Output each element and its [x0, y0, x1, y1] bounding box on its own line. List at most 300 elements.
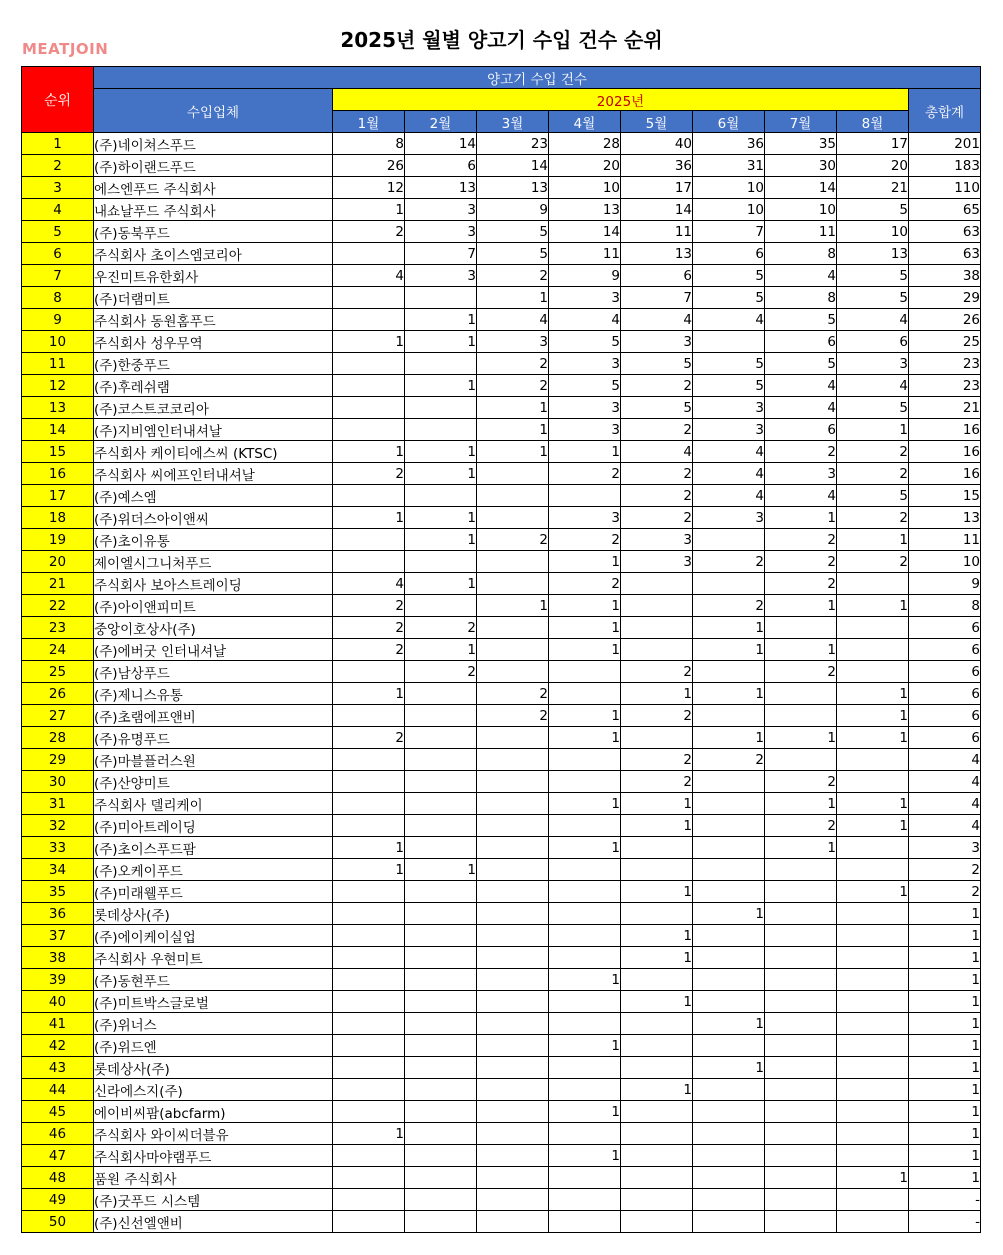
month-cell: 9: [549, 265, 621, 287]
table-row: [22, 727, 981, 749]
month-cell: 1: [765, 639, 837, 661]
month-cell: [477, 793, 549, 815]
rank-cell: 39: [22, 969, 94, 991]
month-cell: [693, 1145, 765, 1167]
month-cell: 1: [333, 1123, 405, 1145]
month-cell: [405, 1013, 477, 1035]
month-cell: 3: [405, 221, 477, 243]
month-cell: 5: [549, 375, 621, 397]
month-cell: [693, 1101, 765, 1123]
month-cell: [549, 859, 621, 881]
rank-cell: 11: [22, 353, 94, 375]
month-cell: [405, 749, 477, 771]
rank-cell: 37: [22, 925, 94, 947]
month-cell: [693, 881, 765, 903]
month-cell: 2: [333, 595, 405, 617]
month-cell: 11: [621, 221, 693, 243]
month-cell: [477, 815, 549, 837]
month-cell: [621, 1211, 693, 1233]
month-cell: 2: [765, 551, 837, 573]
month-cell: 4: [693, 309, 765, 331]
month-cell: 3: [693, 397, 765, 419]
month-cell: 4: [621, 441, 693, 463]
month-cell: [621, 1167, 693, 1189]
month-cell: [837, 1013, 909, 1035]
month-cell: 3: [549, 397, 621, 419]
month-cell: [693, 331, 765, 353]
rank-cell: 48: [22, 1167, 94, 1189]
month-cell: 1: [333, 199, 405, 221]
company-cell: 신라에스지(주): [94, 1079, 333, 1101]
month-cell: 13: [621, 243, 693, 265]
month-cell: 2: [621, 705, 693, 727]
table-row: [22, 793, 981, 815]
rank-cell: 4: [22, 199, 94, 221]
month-cell: [621, 1189, 693, 1211]
month-cell: 4: [549, 309, 621, 331]
company-cell: (주)위드엔: [94, 1035, 333, 1057]
month-cell: [405, 1079, 477, 1101]
month-cell: [405, 1101, 477, 1123]
rank-cell: 17: [22, 485, 94, 507]
month-cell: 11: [765, 221, 837, 243]
month-cell: 4: [765, 397, 837, 419]
month-cell: [333, 287, 405, 309]
table-row: [22, 133, 981, 155]
rank-cell: 20: [22, 551, 94, 573]
table-row: [22, 199, 981, 221]
company-cell: (주)미래웰푸드: [94, 881, 333, 903]
month-cell: [477, 1167, 549, 1189]
month-cell: 1: [549, 1035, 621, 1057]
month-cell: [837, 749, 909, 771]
month-cell: [837, 1145, 909, 1167]
total-cell: 63: [909, 243, 981, 265]
month-cell: 1: [477, 287, 549, 309]
rank-cell: 49: [22, 1189, 94, 1211]
month-cell: [333, 991, 405, 1013]
month-cell: 1: [477, 595, 549, 617]
month-cell: 2: [477, 529, 549, 551]
month-cell: 2: [837, 441, 909, 463]
total-cell: 1: [909, 1013, 981, 1035]
table-row: [22, 309, 981, 331]
month-cell: [549, 1057, 621, 1079]
month-cell: [333, 1035, 405, 1057]
month-cell: [837, 1057, 909, 1079]
month-cell: [765, 969, 837, 991]
month-cell: 5: [621, 353, 693, 375]
month-cell: [765, 1189, 837, 1211]
table-row: [22, 1123, 981, 1145]
month-cell: 10: [765, 199, 837, 221]
month-cell: 5: [765, 353, 837, 375]
month-cell: [837, 771, 909, 793]
table-row: [22, 969, 981, 991]
month-cell: [333, 1079, 405, 1101]
total-cell: 6: [909, 617, 981, 639]
month-cell: [765, 1035, 837, 1057]
table-row: [22, 573, 981, 595]
month-cell: 17: [837, 133, 909, 155]
month-cell: [477, 837, 549, 859]
rank-header: 순위: [22, 67, 94, 133]
total-cell: 2: [909, 881, 981, 903]
month-cell: [477, 947, 549, 969]
month-cell: [549, 903, 621, 925]
total-cell: 1: [909, 947, 981, 969]
month-cell: [333, 551, 405, 573]
total-cell: 1: [909, 1167, 981, 1189]
month-cell: [549, 1123, 621, 1145]
company-cell: 주식회사 씨에프인터내셔날: [94, 463, 333, 485]
total-cell: 1: [909, 991, 981, 1013]
month-cell: 2: [621, 661, 693, 683]
month-cell: 1: [549, 617, 621, 639]
table-body: [22, 133, 981, 1233]
month-cell: 6: [765, 419, 837, 441]
month-cell: [549, 771, 621, 793]
month-cell: [765, 925, 837, 947]
month-cell: [837, 1035, 909, 1057]
month-cell: 4: [621, 309, 693, 331]
company-cell: 주식회사 동원홈푸드: [94, 309, 333, 331]
month-cell: 1: [549, 727, 621, 749]
month-cell: 3: [621, 529, 693, 551]
month-cell: 10: [693, 199, 765, 221]
month-cell: 1: [477, 441, 549, 463]
month-cell: 2: [693, 551, 765, 573]
month-cell: 4: [693, 463, 765, 485]
month-header: 8월: [837, 111, 909, 133]
meatjoin-logo: MEATJOIN: [22, 40, 109, 58]
month-cell: [477, 1057, 549, 1079]
month-cell: 3: [693, 419, 765, 441]
month-cell: 4: [477, 309, 549, 331]
month-cell: [405, 419, 477, 441]
month-cell: 1: [621, 793, 693, 815]
rank-cell: 30: [22, 771, 94, 793]
total-cell: 1: [909, 1079, 981, 1101]
month-cell: [477, 551, 549, 573]
table-row: [22, 419, 981, 441]
company-cell: (주)유명푸드: [94, 727, 333, 749]
month-cell: 1: [837, 705, 909, 727]
month-cell: [405, 1123, 477, 1145]
company-cell: 주식회사마야램푸드: [94, 1145, 333, 1167]
month-cell: [837, 1211, 909, 1233]
month-cell: [693, 573, 765, 595]
month-cell: 2: [621, 771, 693, 793]
month-cell: [765, 1101, 837, 1123]
total-cell: 4: [909, 771, 981, 793]
month-cell: [477, 749, 549, 771]
total-cell: 1: [909, 925, 981, 947]
rank-cell: 36: [22, 903, 94, 925]
month-cell: 1: [621, 683, 693, 705]
company-header: 수입업체: [94, 89, 333, 133]
month-cell: [549, 1079, 621, 1101]
month-cell: 2: [333, 727, 405, 749]
month-cell: 10: [693, 177, 765, 199]
company-cell: (주)후레쉬램: [94, 375, 333, 397]
company-cell: (주)동현푸드: [94, 969, 333, 991]
month-cell: [621, 969, 693, 991]
month-cell: 3: [549, 507, 621, 529]
month-cell: 8: [765, 243, 837, 265]
month-cell: 2: [477, 683, 549, 705]
month-cell: [333, 793, 405, 815]
month-cell: 14: [621, 199, 693, 221]
month-cell: 3: [477, 331, 549, 353]
month-cell: 7: [693, 221, 765, 243]
month-cell: [693, 947, 765, 969]
month-cell: 2: [765, 529, 837, 551]
month-cell: [765, 947, 837, 969]
month-cell: 3: [549, 419, 621, 441]
company-cell: 에이비씨팜(abcfarm): [94, 1101, 333, 1123]
month-cell: 5: [765, 309, 837, 331]
month-cell: 2: [549, 529, 621, 551]
month-cell: 6: [765, 331, 837, 353]
month-cell: 1: [405, 639, 477, 661]
rank-cell: 38: [22, 947, 94, 969]
total-cell: 11: [909, 529, 981, 551]
month-cell: [765, 881, 837, 903]
year-header: 2025년: [333, 89, 909, 111]
month-cell: 13: [405, 177, 477, 199]
month-cell: 1: [549, 837, 621, 859]
month-cell: 1: [405, 375, 477, 397]
month-cell: [549, 1167, 621, 1189]
month-cell: [693, 771, 765, 793]
rank-cell: 26: [22, 683, 94, 705]
month-cell: 5: [693, 287, 765, 309]
month-cell: [765, 903, 837, 925]
company-cell: 주식회사 초이스엠코리아: [94, 243, 333, 265]
month-cell: [621, 1013, 693, 1035]
company-cell: (주)에이케이실업: [94, 925, 333, 947]
month-cell: 2: [693, 595, 765, 617]
month-cell: [621, 859, 693, 881]
month-cell: 5: [837, 485, 909, 507]
table-row: [22, 925, 981, 947]
month-cell: 1: [837, 683, 909, 705]
month-cell: [405, 925, 477, 947]
month-cell: [333, 243, 405, 265]
month-cell: 2: [333, 221, 405, 243]
month-cell: [765, 859, 837, 881]
rank-cell: 42: [22, 1035, 94, 1057]
company-cell: (주)제니스유통: [94, 683, 333, 705]
rank-cell: 50: [22, 1211, 94, 1233]
month-cell: 35: [765, 133, 837, 155]
total-cell: -: [909, 1211, 981, 1233]
month-cell: [837, 969, 909, 991]
month-cell: [837, 925, 909, 947]
month-cell: 4: [333, 265, 405, 287]
table-row: [22, 375, 981, 397]
month-cell: 28: [549, 133, 621, 155]
month-cell: [405, 1035, 477, 1057]
month-cell: 1: [333, 331, 405, 353]
rank-cell: 21: [22, 573, 94, 595]
table-row: [22, 947, 981, 969]
company-cell: (주)위더스아이앤씨: [94, 507, 333, 529]
month-cell: 3: [405, 265, 477, 287]
table-row: [22, 859, 981, 881]
total-cell: 13: [909, 507, 981, 529]
month-cell: [477, 903, 549, 925]
total-cell: 65: [909, 199, 981, 221]
company-cell: (주)굿푸드 시스템: [94, 1189, 333, 1211]
month-cell: [477, 859, 549, 881]
month-cell: [477, 1189, 549, 1211]
month-cell: 1: [405, 507, 477, 529]
company-cell: (주)지비엠인터내셔날: [94, 419, 333, 441]
month-cell: [765, 1013, 837, 1035]
month-cell: 1: [333, 837, 405, 859]
month-cell: 1: [333, 859, 405, 881]
month-cell: 20: [837, 155, 909, 177]
month-cell: [477, 771, 549, 793]
month-cell: [549, 1211, 621, 1233]
total-cell: 1: [909, 1145, 981, 1167]
month-cell: 1: [549, 969, 621, 991]
month-cell: 1: [837, 419, 909, 441]
total-cell: 26: [909, 309, 981, 331]
month-cell: [333, 375, 405, 397]
month-cell: [333, 353, 405, 375]
month-cell: 1: [837, 881, 909, 903]
month-cell: 1: [549, 441, 621, 463]
month-cell: [693, 1211, 765, 1233]
month-cell: 3: [837, 353, 909, 375]
month-cell: 14: [765, 177, 837, 199]
month-cell: [693, 1079, 765, 1101]
month-cell: [693, 991, 765, 1013]
month-cell: 2: [621, 419, 693, 441]
month-cell: 36: [621, 155, 693, 177]
month-cell: [333, 309, 405, 331]
month-cell: [837, 903, 909, 925]
month-cell: 5: [477, 243, 549, 265]
table-row: [22, 617, 981, 639]
total-cell: 38: [909, 265, 981, 287]
month-cell: 14: [549, 221, 621, 243]
total-cell: 8: [909, 595, 981, 617]
company-cell: 주식회사 보아스트레이딩: [94, 573, 333, 595]
table-row: [22, 1079, 981, 1101]
table-row: [22, 1167, 981, 1189]
month-cell: [333, 815, 405, 837]
month-cell: 1: [405, 331, 477, 353]
month-cell: 26: [333, 155, 405, 177]
month-cell: 1: [621, 815, 693, 837]
month-cell: [693, 969, 765, 991]
month-cell: 1: [765, 727, 837, 749]
total-cell: 6: [909, 661, 981, 683]
company-cell: (주)미트박스글로벌: [94, 991, 333, 1013]
month-cell: [621, 639, 693, 661]
month-cell: [405, 837, 477, 859]
month-cell: 11: [549, 243, 621, 265]
rank-cell: 28: [22, 727, 94, 749]
month-cell: 2: [693, 749, 765, 771]
rank-cell: 8: [22, 287, 94, 309]
total-cell: 1: [909, 969, 981, 991]
month-cell: 3: [405, 199, 477, 221]
total-cell: 25: [909, 331, 981, 353]
month-cell: 4: [765, 485, 837, 507]
month-cell: 5: [837, 199, 909, 221]
rank-cell: 47: [22, 1145, 94, 1167]
month-cell: 12: [333, 177, 405, 199]
rank-cell: 40: [22, 991, 94, 1013]
table-row: [22, 903, 981, 925]
month-cell: [405, 683, 477, 705]
company-cell: (주)아이앤피미트: [94, 595, 333, 617]
month-cell: [333, 1057, 405, 1079]
month-cell: [333, 529, 405, 551]
month-cell: [837, 1189, 909, 1211]
rank-cell: 5: [22, 221, 94, 243]
month-cell: 3: [621, 551, 693, 573]
month-cell: 6: [693, 243, 765, 265]
total-cell: 1: [909, 1123, 981, 1145]
rank-cell: 13: [22, 397, 94, 419]
month-cell: 2: [477, 353, 549, 375]
month-cell: [333, 1101, 405, 1123]
month-cell: [549, 683, 621, 705]
table-row: [22, 551, 981, 573]
month-cell: [621, 1035, 693, 1057]
month-cell: 1: [477, 419, 549, 441]
total-cell: 1: [909, 903, 981, 925]
month-cell: 1: [549, 705, 621, 727]
month-cell: 1: [549, 639, 621, 661]
month-cell: [333, 1167, 405, 1189]
company-cell: 주식회사 와이씨더블유: [94, 1123, 333, 1145]
month-cell: 1: [549, 595, 621, 617]
company-cell: (주)초램에프앤비: [94, 705, 333, 727]
rank-cell: 19: [22, 529, 94, 551]
company-cell: (주)초이스푸드팜: [94, 837, 333, 859]
month-header: 1월: [333, 111, 405, 133]
total-cell: 21: [909, 397, 981, 419]
month-cell: [621, 1123, 693, 1145]
month-cell: [405, 727, 477, 749]
month-cell: 1: [405, 441, 477, 463]
month-cell: [333, 925, 405, 947]
company-cell: (주)초이유통: [94, 529, 333, 551]
rank-cell: 10: [22, 331, 94, 353]
month-cell: 3: [621, 331, 693, 353]
table-row: [22, 529, 981, 551]
month-cell: 6: [837, 331, 909, 353]
month-cell: [333, 397, 405, 419]
month-cell: [621, 727, 693, 749]
month-cell: [333, 903, 405, 925]
month-cell: [693, 1167, 765, 1189]
month-cell: [477, 463, 549, 485]
month-cell: [765, 1145, 837, 1167]
table-row: [22, 265, 981, 287]
month-cell: [405, 1145, 477, 1167]
month-cell: [693, 837, 765, 859]
total-cell: 4: [909, 815, 981, 837]
rank-cell: 25: [22, 661, 94, 683]
